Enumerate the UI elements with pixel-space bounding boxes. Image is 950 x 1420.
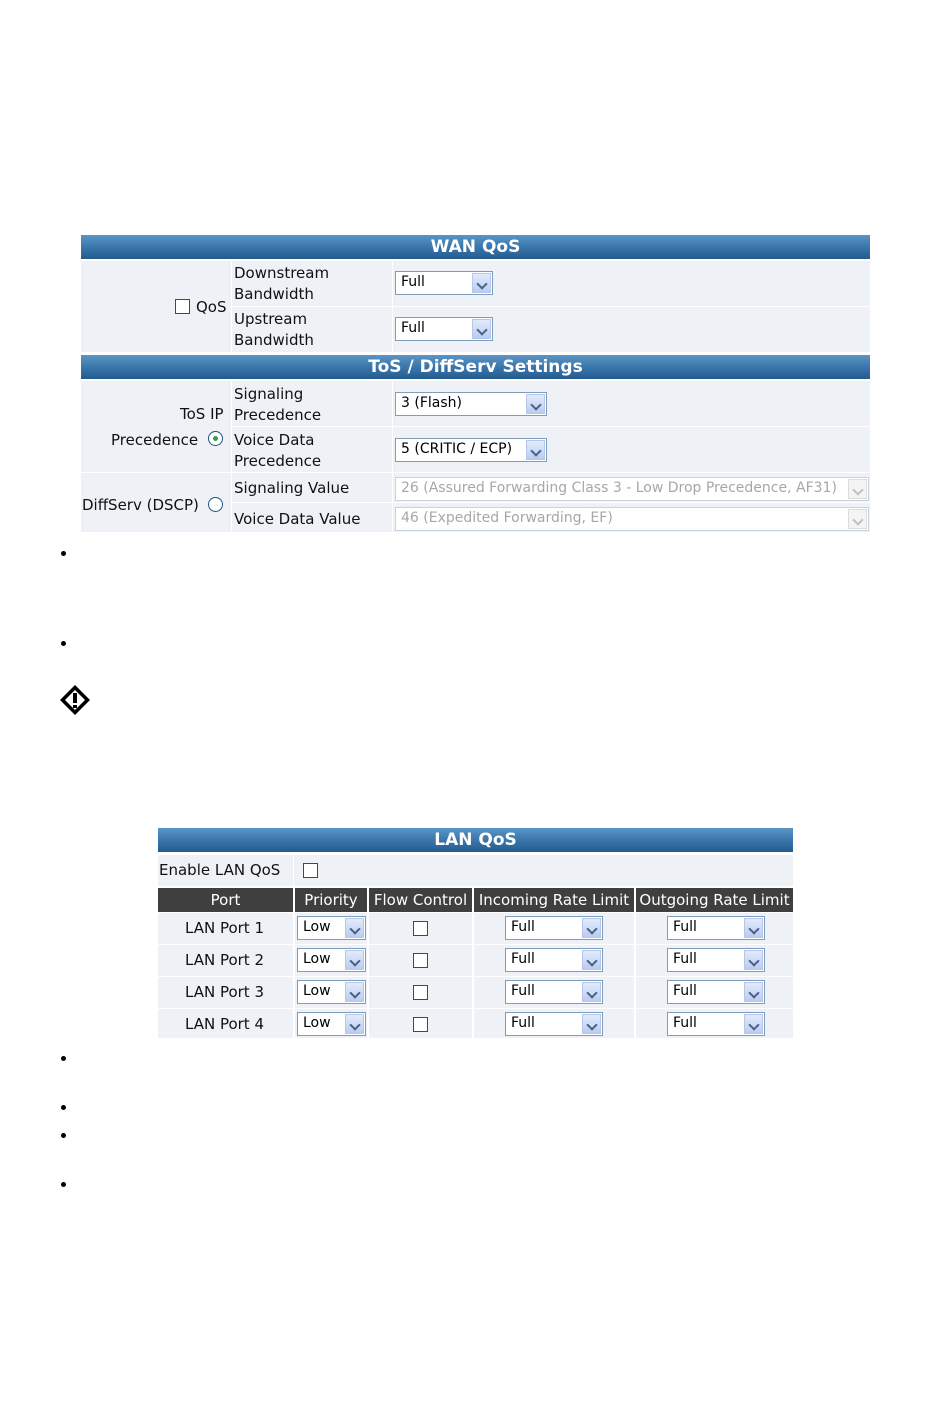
signaling-precedence-label: Signaling Precedence xyxy=(234,385,322,424)
port-name: LAN Port 4 xyxy=(185,1015,264,1033)
bullet-point xyxy=(61,1182,66,1187)
chevron-down-icon xyxy=(526,440,545,460)
tos-precedence-label: Precedence xyxy=(111,431,199,449)
column-header-flow-control: Flow Control xyxy=(369,888,472,912)
flow-control-checkbox[interactable] xyxy=(413,953,428,968)
column-header-priority: Priority xyxy=(295,888,367,912)
port-name: LAN Port 1 xyxy=(185,919,264,937)
bullet-point xyxy=(61,551,66,556)
incoming-rate-limit-select[interactable]: Full xyxy=(505,980,603,1004)
chevron-down-icon xyxy=(744,982,763,1002)
signaling-precedence-select[interactable]: 3 (Flash) xyxy=(395,392,547,416)
lan-qos-header: LAN QoS xyxy=(158,828,793,852)
priority-select[interactable]: Low xyxy=(297,980,366,1004)
chevron-down-icon xyxy=(848,479,867,499)
chevron-down-icon xyxy=(472,273,491,293)
chevron-down-icon xyxy=(744,918,763,938)
tos-ip-precedence-radio[interactable] xyxy=(208,431,223,446)
tos-ip-label: ToS IP xyxy=(180,405,224,423)
outgoing-rate-limit-select[interactable]: Full xyxy=(667,948,765,972)
upstream-bandwidth-select[interactable]: Full xyxy=(395,317,493,341)
downstream-bandwidth-select[interactable]: Full xyxy=(395,271,493,295)
diffserv-dscp-label: DiffServ (DSCP) xyxy=(82,496,199,514)
column-header-outgoing-rate-limit: Outgoing Rate Limit xyxy=(636,888,793,912)
chevron-down-icon xyxy=(582,982,601,1002)
wan-qos-header: WAN QoS xyxy=(81,235,870,259)
diffserv-dscp-radio[interactable] xyxy=(208,497,223,512)
signaling-value-select[interactable]: 26 (Assured Forwarding Class 3 - Low Drop Precedence, AF31) xyxy=(395,477,869,501)
flow-control-checkbox[interactable] xyxy=(413,921,428,936)
flow-control-checkbox[interactable] xyxy=(413,1017,428,1032)
qos-label: QoS xyxy=(196,298,227,316)
warning-diamond-icon xyxy=(59,684,91,716)
port-name: LAN Port 2 xyxy=(185,951,264,969)
chevron-down-icon xyxy=(345,918,364,938)
chevron-down-icon xyxy=(744,1014,763,1034)
outgoing-rate-limit-select[interactable]: Full xyxy=(667,980,765,1004)
bullet-point xyxy=(61,641,66,646)
signaling-value-label: Signaling Value xyxy=(234,479,350,497)
chevron-down-icon xyxy=(345,982,364,1002)
column-header-incoming-rate-limit: Incoming Rate Limit xyxy=(474,888,634,912)
tos-diffserv-header: ToS / DiffServ Settings xyxy=(81,355,870,379)
chevron-down-icon xyxy=(526,394,545,414)
port-name: LAN Port 3 xyxy=(185,983,264,1001)
incoming-rate-limit-select[interactable]: Full xyxy=(505,948,603,972)
upstream-bandwidth-label: Upstream Bandwidth xyxy=(234,310,314,349)
chevron-down-icon xyxy=(582,1014,601,1034)
bullet-point xyxy=(61,1105,66,1110)
voice-data-precedence-label: Voice Data Precedence xyxy=(234,431,322,470)
voice-data-precedence-select[interactable]: 5 (CRITIC / ECP) xyxy=(395,438,547,462)
incoming-rate-limit-select[interactable]: Full xyxy=(505,1012,603,1036)
priority-select[interactable]: Low xyxy=(297,916,366,940)
chevron-down-icon xyxy=(744,950,763,970)
chevron-down-icon xyxy=(472,319,491,339)
flow-control-checkbox[interactable] xyxy=(413,985,428,1000)
downstream-bandwidth-label: Downstream Bandwidth xyxy=(234,264,330,303)
chevron-down-icon xyxy=(582,950,601,970)
voice-data-value-select[interactable]: 46 (Expedited Forwarding, EF) xyxy=(395,507,869,531)
chevron-down-icon xyxy=(582,918,601,938)
bullet-point xyxy=(61,1056,66,1061)
outgoing-rate-limit-select[interactable]: Full xyxy=(667,1012,765,1036)
enable-lan-qos-checkbox[interactable] xyxy=(303,863,318,878)
chevron-down-icon xyxy=(345,950,364,970)
enable-lan-qos-label: Enable LAN QoS xyxy=(159,861,281,879)
bullet-point xyxy=(61,1133,66,1138)
chevron-down-icon xyxy=(848,509,867,529)
chevron-down-icon xyxy=(345,1014,364,1034)
priority-select[interactable]: Low xyxy=(297,1012,366,1036)
priority-select[interactable]: Low xyxy=(297,948,366,972)
column-header-port: Port xyxy=(158,888,293,912)
qos-checkbox[interactable] xyxy=(175,299,190,314)
incoming-rate-limit-select[interactable]: Full xyxy=(505,916,603,940)
outgoing-rate-limit-select[interactable]: Full xyxy=(667,916,765,940)
voice-data-value-label: Voice Data Value xyxy=(234,510,361,528)
